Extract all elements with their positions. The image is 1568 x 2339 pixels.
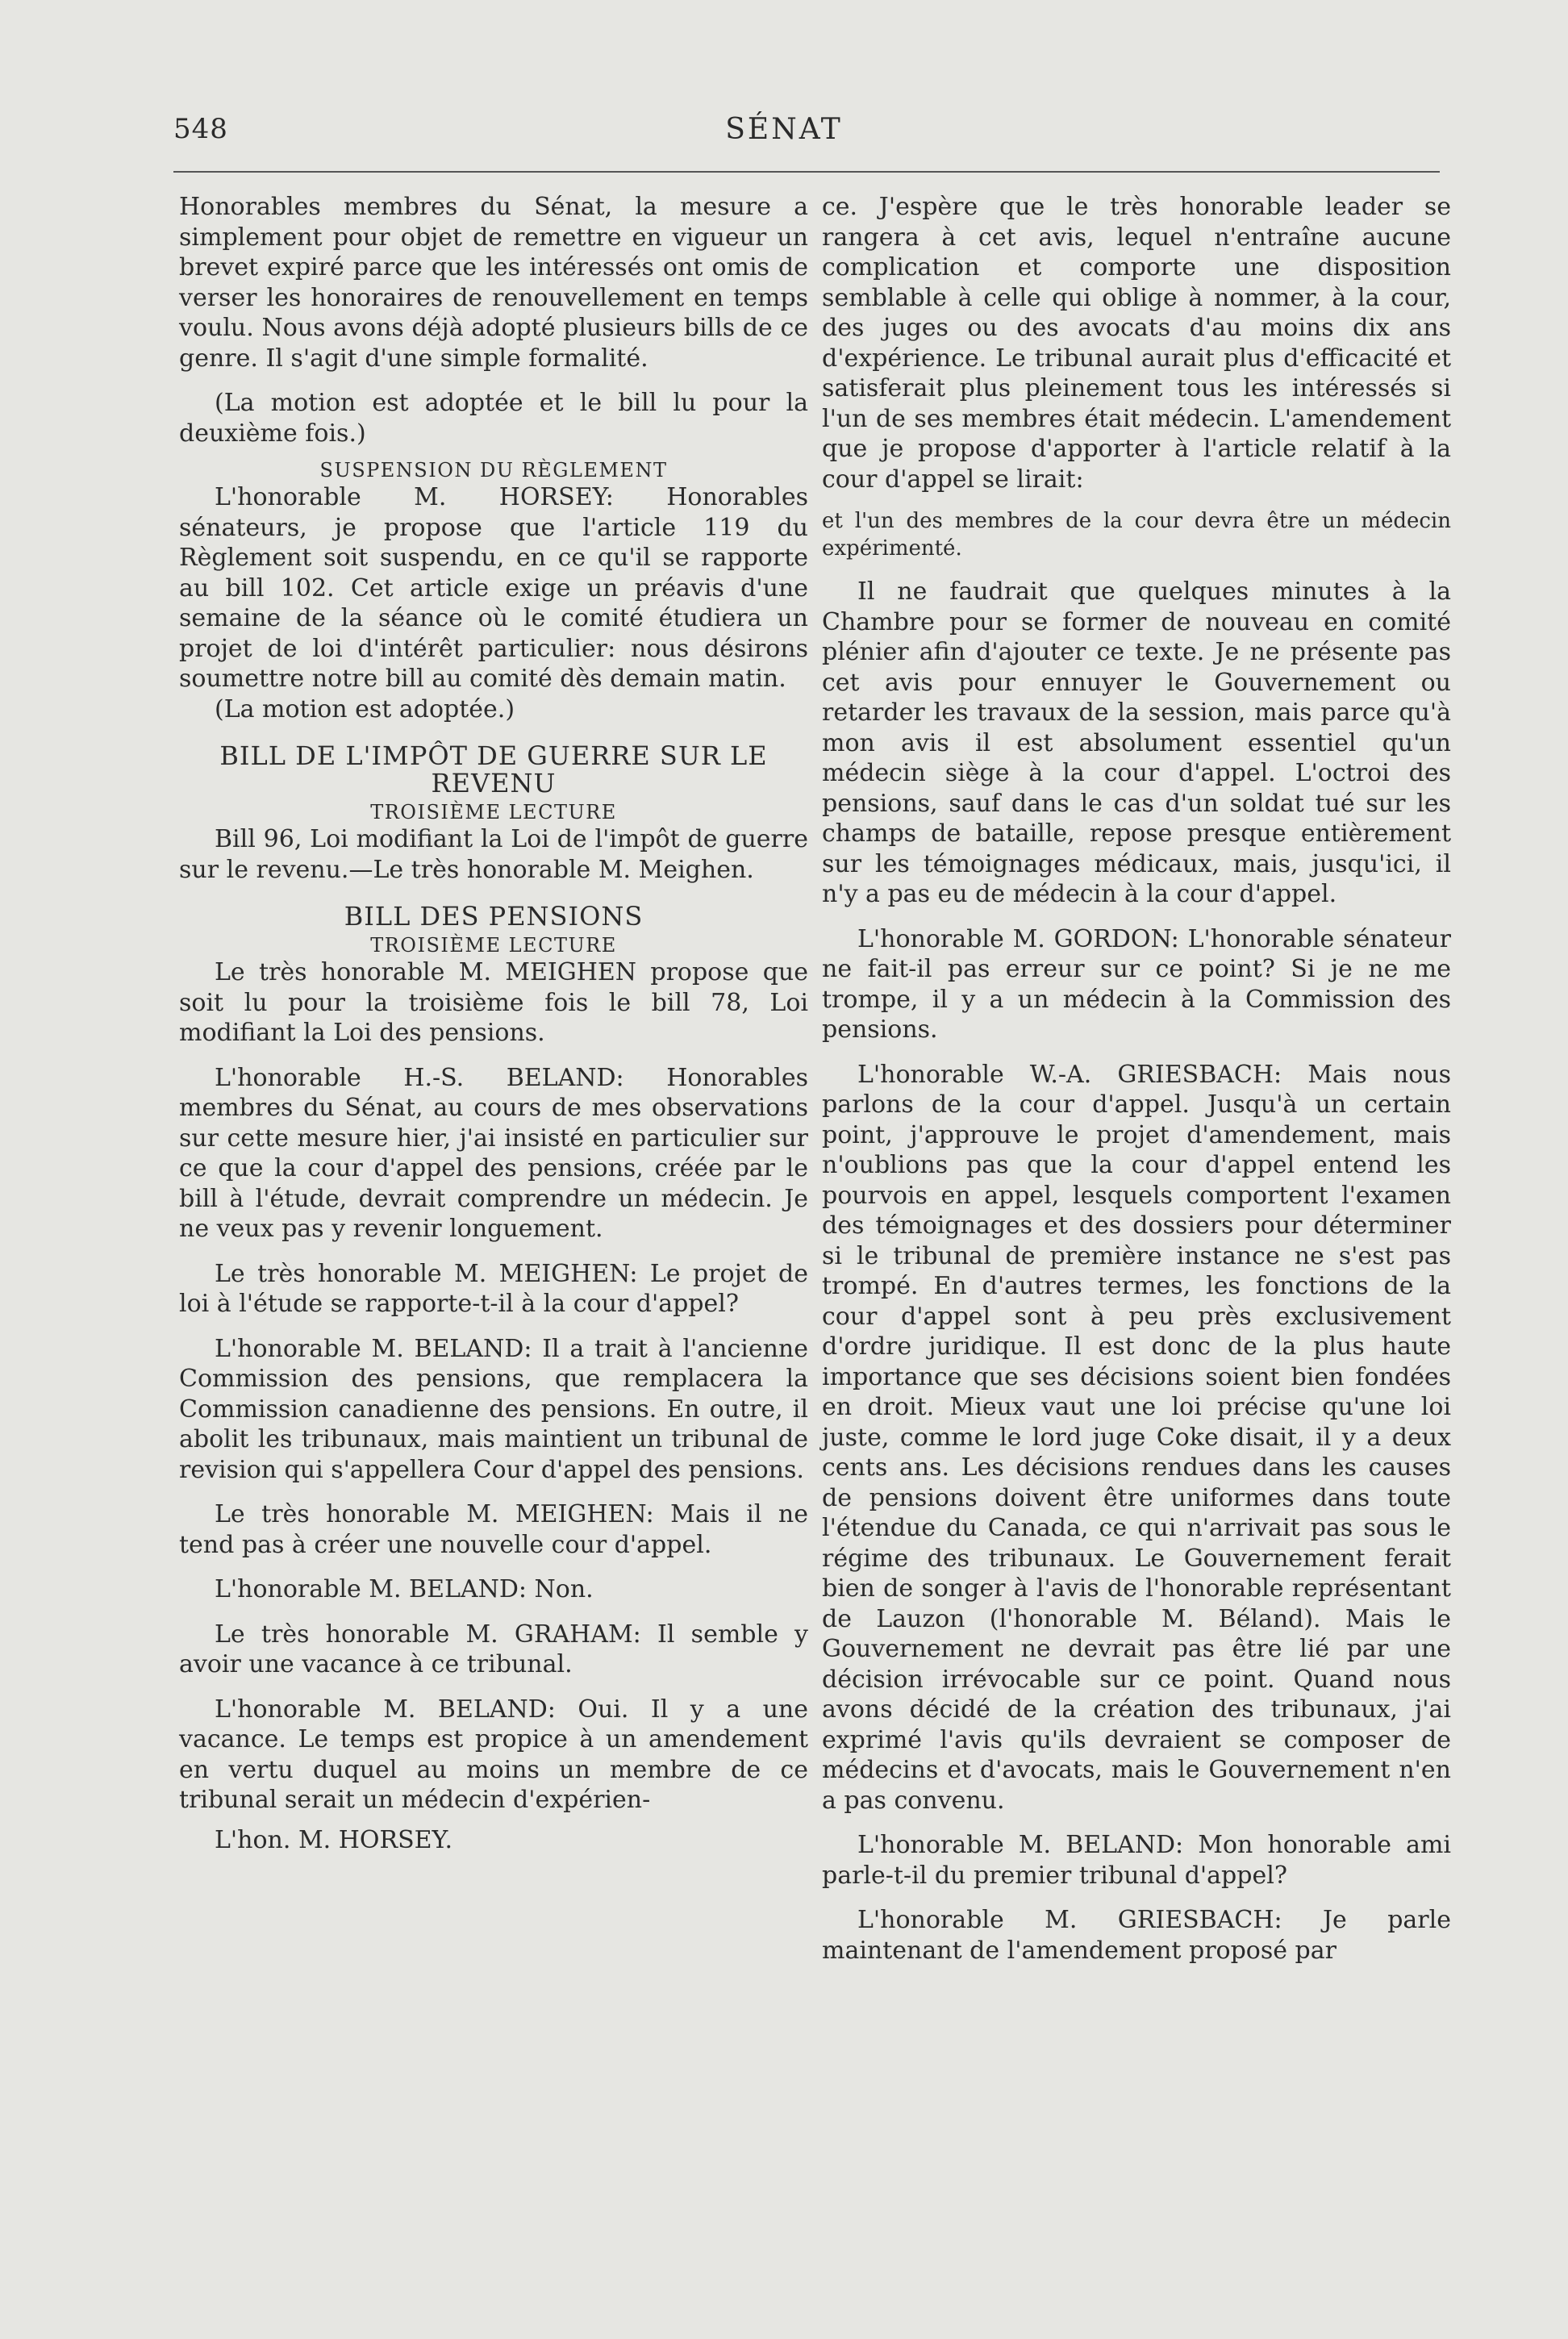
paragraph: Le très honorable M. GRAHAM: Il semble y avoir une vacance à ce tribunal. [179, 1620, 808, 1678]
section-title: BILL DE L'IMPÔT DE GUERRE SUR LE REVENU [219, 740, 768, 798]
footer-signature: L'hon. M. HORSEY. [215, 1825, 453, 1854]
section-heading: SUSPENSION DU RÈGLEMENT [319, 459, 668, 482]
paragraph: Bill 96, Loi modifiant la Loi de l'impôt de guerre sur le revenu.—Le très honorable M. Meighen. [179, 825, 808, 884]
running-head: SÉNAT [725, 113, 843, 146]
paragraph: L'honorable M. BELAND: Il a trait à l'ancienne Commission des pensions, que remplacera la Commission canadienne des pensions. En outre, il abolit les tribunaux, mais maintient un tribunal de revision qui s'appellera Cour d'appel des pensions. [179, 1334, 808, 1484]
paragraph: L'honorable H.-S. BELAND: Honorables membres du Sénat, au cours de mes observations sur cette mesure hier, j'ai insisté en particulier sur ce que la cour d'appel des pensions, créée par le bill à l'étude, devrait comprendre un médecin. Je ne veux pas y revenir longuement. [179, 1063, 808, 1243]
left-column [179, 192, 808, 1855]
header-rule [173, 171, 1440, 173]
paragraph: L'honorable M. BELAND: Non. [215, 1575, 594, 1603]
page-header [0, 113, 1568, 161]
paragraph: L'honorable W.-A. GRIESBACH: Mais nous parlons de la cour d'appel. Jusqu'à un certain point, j'approuve le projet d'amendement, mais n'oublions pas que la cour d'appel entend les pourvois en appel, lesquels comportent l'examen des témoignages et des dossiers pour déterminer si le tribunal de première instance ne s'est pas trompé. En d'autres termes, les fonctions de la cour d'appel sont à peu près exclusivement d'ordre juridique. Il est donc de la plus haute importance que ses décisions soient bien fondées en droit. Mieux vaut une loi précise qu'une loi juste, comme le lord juge Coke disait, il y a deux cents ans. Les décisions rendues dans les causes de pensions doivent être uniformes dans toute l'étendue du Canada, ce qui n'arrivait pas sous le régime des tribunaux. Le Gouvernement ferait bien de songer à l'avis de l'honorable représentant de Lauzon (l'honorable M. Béland). Mais le Gouvernement ne devrait pas être lié par une décision irrévocable sur ce point. Quand nous avons décidé de la création des tribunaux, j'ai exprimé l'avis qu'ils devraient se composer de médecins et d'avocats, mais le Gouvernement n'en a pas convenu. [822, 1060, 1451, 1815]
paragraph: L'honorable M. BELAND: Oui. Il y a une vacance. Le temps est propice à un amendement en vertu duquel au moins un membre de ce tribunal serait un médecin d'expérien- [179, 1695, 808, 1814]
paragraph: Il ne faudrait que quelques minutes à la Chambre pour se former de nouveau en comité plénier afin d'ajouter ce texte. Je ne présente pas cet avis pour ennuyer le Gouvernement ou retarder les travaux de la session, mais parce qu'à mon avis il est absolument essentiel qu'un médecin siège à la cour d'appel. L'octroi des pensions, sauf dans le cas d'un soldat tué sur les champs de bataille, repose presque entièrement sur les témoignages médicaux, mais, jusqu'ici, il n'y a pas eu de médecin à la cour d'appel. [822, 577, 1451, 908]
paragraph: L'honorable M. GORDON: L'honorable sénateur ne fait-il pas erreur sur ce point? Si je ne me trompe, il y a un médecin à la Commission des pensions. [822, 924, 1451, 1044]
paragraph: Le très honorable M. MEIGHEN propose que soit lu pour la troisième fois le bill 78, Loi modifiant la Loi des pensions. [179, 958, 808, 1047]
paragraph: Honorables membres du Sénat, la mesure a simplement pour objet de remettre en vigueur un brevet expiré parce que les intéressés ont omis de verser les honoraires de renouvellement en temps voulu. Nous avons déjà adopté plusieurs bills de ce genre. Il s'agit d'une simple formalité. [179, 193, 808, 373]
section-subheading: TROISIÈME LECTURE [370, 801, 617, 823]
paragraph: (La motion est adoptée et le bill lu pour la deuxième fois.) [179, 389, 808, 448]
paragraph: Le très honorable M. MEIGHEN: Mais il ne tend pas à créer une nouvelle cour d'appel. [179, 1500, 808, 1559]
paragraph: (La motion est adoptée.) [215, 694, 515, 723]
paragraph: L'honorable M. GRIESBACH: Je parle maintenant de l'amendement proposé par [822, 1906, 1451, 1965]
paragraph: L'honorable M. BELAND: Mon honorable ami parle-t-il du premier tribunal d'appel? [822, 1831, 1451, 1890]
paragraph: Le très honorable M. MEIGHEN: Le projet de loi à l'étude se rapporte-t-il à la cour d'appel? [179, 1259, 808, 1318]
section-title: BILL DES PENSIONS [344, 901, 644, 932]
quoted-amendment: et l'un des membres de la cour devra être un médecin expérimenté. [822, 509, 1451, 561]
paragraph: ce. J'espère que le très honorable leader se rangera à cet avis, lequel n'entraîne aucune complication et comporte une disposition semblable à celle qui oblige à nommer, à la cour, des juges ou des avocats d'au moins dix ans d'expérience. Le tribunal aurait plus d'efficacité et satisferait plus pleinement tous les intéressés si l'un de ses membres était médecin. L'amendement que je propose d'apporter à l'article relatif à la cour d'appel se lirait: [822, 193, 1451, 494]
section-subheading: TROISIÈME LECTURE [370, 934, 617, 957]
paragraph: L'honorable M. HORSEY: Honorables sénateurs, je propose que l'article 119 du Règlement soit suspendu, en ce qu'il se rapporte au bill 102. Cet article exige un préavis d'une semaine de la séance où le comité étudiera un projet de loi d'intérêt particulier: nous désirons soumettre notre bill au comité dès demain matin. [179, 483, 808, 693]
page-number: 548 [173, 113, 228, 145]
right-column [822, 192, 1451, 1966]
